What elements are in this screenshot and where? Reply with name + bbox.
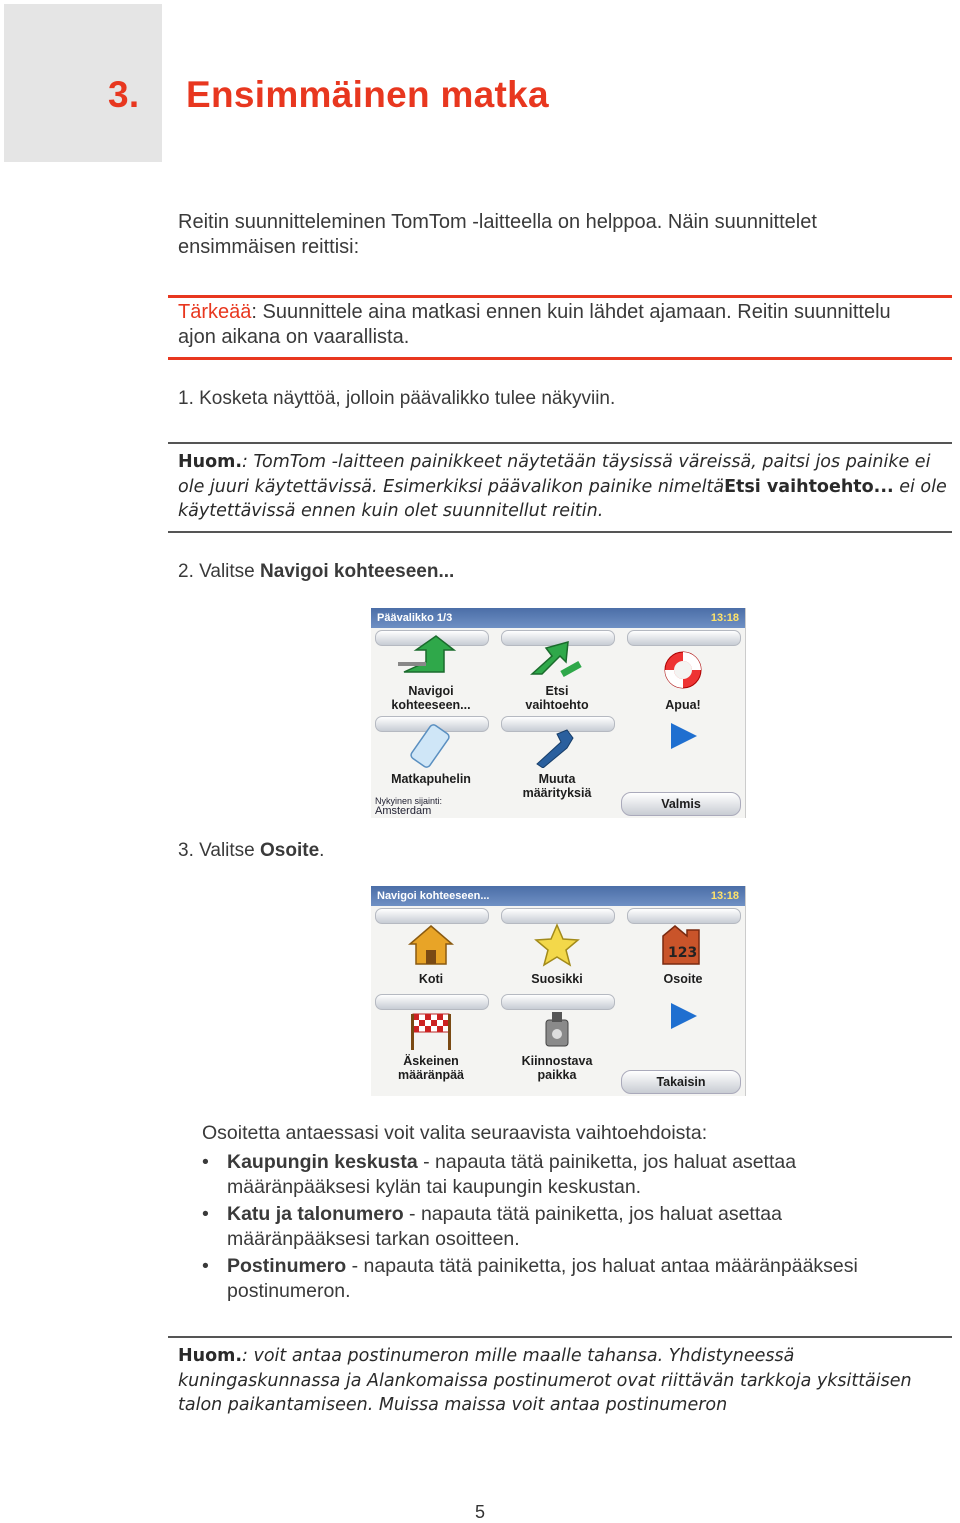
green-arrows-icon (522, 634, 592, 680)
address-button[interactable] (627, 906, 739, 986)
next-arrow-icon (663, 1001, 703, 1031)
poi-button[interactable] (501, 1002, 613, 1082)
options-list (202, 1150, 922, 1306)
important-text: : Suunnittele aina matkasi ennen kuin lähdet ajamaan. Reitin suunnittelu ajon aikana on vaarallista. (178, 301, 891, 348)
option-item (202, 1254, 922, 1303)
option-text: - napauta tätä painiketta, jos haluat asettaa määränpääksesi kylän tai kaupungin keskustan. (227, 1151, 797, 1198)
back-button[interactable]: Takaisin (621, 1070, 741, 1094)
important-top-rule (168, 295, 952, 298)
note1-top-rule (168, 442, 952, 444)
option-title: Postinumero (227, 1255, 347, 1277)
note1-bottom-rule (168, 531, 952, 533)
note1-text-a: : TomTom -laitteen painikkeet näytetään täysissä väreissä, paitsi jos painike ei ole juuri käytettävissä. Esimerkiksi päävalikon painike nimeltä (178, 452, 931, 497)
chapter-title-text: Ensimmäinen matka (186, 74, 549, 115)
star-icon (532, 922, 582, 968)
note2-top-rule (168, 1336, 952, 1338)
navigate-button[interactable] (375, 632, 487, 712)
step3-suffix: . (319, 840, 325, 861)
phone-label: Matkapuhelin (391, 772, 471, 786)
help-label: Apua! (665, 698, 701, 712)
option-item (202, 1150, 922, 1199)
step2-bold: Navigoi kohteeseen... (260, 561, 455, 582)
note1-bold: Etsi vaihtoehto... (724, 476, 894, 497)
lifebuoy-icon (658, 648, 708, 694)
current-location-value: Amsterdam (375, 805, 432, 817)
important-bottom-rule (168, 357, 952, 360)
navigate-to-screenshot (371, 886, 746, 1096)
favorite-button[interactable] (501, 906, 613, 986)
find-alternative-label: Etsi vaihtoehto (525, 684, 589, 712)
main-menu-screenshot (371, 608, 746, 818)
screen1-clock: 13:18 (710, 612, 739, 624)
settings-label: Muuta määrityksiä (522, 772, 592, 800)
settings-button[interactable] (501, 720, 613, 800)
phone-button[interactable] (375, 706, 487, 786)
navigate-label: Navigoi kohteeseen... (391, 684, 471, 712)
screen2-title: Navigoi kohteeseen... (377, 890, 490, 902)
options-intro: Osoitetta antaessasi voit valita seuraavista vaihtoehdoista: (202, 1122, 708, 1144)
poi-icon (532, 1010, 582, 1050)
wrench-icon (527, 728, 587, 768)
next-arrow-icon (663, 721, 703, 751)
intro-paragraph: Reitin suunnitteleminen TomTom -laitteella on helppoa. Näin suunnittelet ensimmäisen reittisi: (178, 211, 817, 258)
screen2-header (371, 886, 745, 906)
note1-text-c: ei ole käytettävissä ennen kuin olet suunnitellut reitin. (178, 476, 947, 521)
next-page-button[interactable] (627, 698, 739, 778)
step-3 (178, 838, 324, 863)
option-title: Kaupungin keskusta (227, 1151, 418, 1173)
recent-destination-button[interactable] (375, 1002, 487, 1082)
current-location (375, 796, 442, 816)
page-number: 5 (474, 1502, 485, 1522)
recent-destination-label: Äskeinen määränpää (397, 1054, 464, 1082)
note2-label: Huom. (178, 1346, 243, 1366)
note2-text: : voit antaa postinumeron mille maalle tahansa. Yhdistyneessä kuningaskunnassa ja Alankomaissa postinumerot ovat riittävän tarkkoja yksittäisen talon paikantamiseen. Muissa maissa voit antaa postinumeron (178, 1346, 912, 1415)
poi-label: Kiinnostava paikka (521, 1054, 593, 1082)
important-label: Tärkeää (178, 301, 252, 323)
option-text: - napauta tätä painiketta, jos haluat asettaa määränpääksesi tarkan osoitteen. (227, 1203, 782, 1250)
done-button[interactable]: Valmis (621, 792, 741, 816)
favorite-label: Suosikki (531, 972, 583, 986)
important-notice (178, 300, 918, 350)
finish-flag-icon (403, 1010, 459, 1050)
green-arrow-icon (396, 634, 466, 680)
option-text: - napauta tätä painiketta, jos haluat antaa määränpääksesi postinumeron. (227, 1255, 858, 1302)
address-label: Osoite (663, 972, 703, 986)
note-2 (178, 1344, 953, 1418)
chapter-number: 3. (108, 74, 140, 115)
option-item (202, 1202, 922, 1251)
note1-label: Huom. (178, 452, 243, 472)
option-title: Katu ja talonumero (227, 1203, 404, 1225)
home-label: Koti (418, 972, 444, 986)
note-1 (178, 450, 953, 524)
house-icon (406, 922, 456, 968)
home-button[interactable] (375, 906, 487, 986)
chapter-title (108, 74, 549, 116)
next-page-button-2[interactable] (627, 978, 739, 1058)
svg-text:123: 123 (668, 945, 698, 961)
current-location-label: Nykyinen sijainti: (375, 796, 443, 806)
screen1-title: Päävalikko 1/3 (377, 612, 453, 624)
step-2 (178, 559, 454, 584)
step3-prefix: 3. Valitse (178, 840, 261, 861)
screen2-clock: 13:18 (710, 890, 739, 902)
house-number-icon (655, 922, 711, 968)
find-alternative-button[interactable] (501, 632, 613, 712)
phone-icon (401, 722, 461, 768)
screen1-header (371, 608, 745, 628)
step3-bold: Osoite (260, 840, 320, 861)
step-1: 1. Kosketa näyttöä, jolloin päävalikko tulee näkyviin. (178, 388, 616, 409)
step2-prefix: 2. Valitse (178, 561, 261, 582)
